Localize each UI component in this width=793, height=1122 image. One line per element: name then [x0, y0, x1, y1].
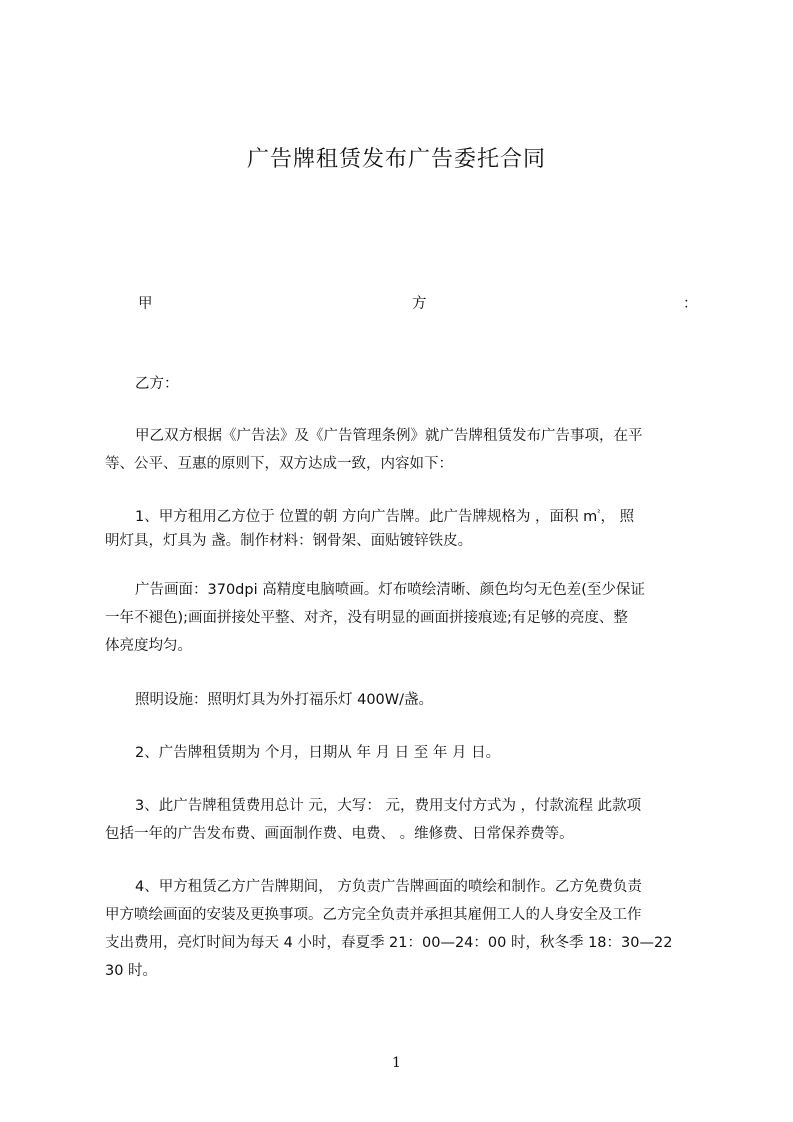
square-meter-superscript: ² — [597, 508, 601, 517]
clause-1-line-2: 明灯具，灯具为 盏。制作材料：钢骨架、面贴镀锌铁皮。 — [105, 533, 473, 549]
clause-3-line-2: 包括一年的广告发布费、画面制作费、电费、 。维修费、日常保养费等。 — [105, 826, 574, 842]
clause-4-paragraph — [105, 873, 705, 985]
party-b-line — [105, 370, 705, 398]
screen-paragraph — [105, 576, 705, 660]
clause-4-line-2: 甲方喷绘画面的安装及更换事项。乙方完全负责并承担其雇佣工人的人身安全及工作 — [105, 907, 642, 923]
party-a-label-part1: 甲 — [138, 296, 153, 312]
screen-line-2: 一年不褪色);画面拼接处平整、对齐，没有明显的画面拼接痕迹;有足够的亮度、整 — [105, 610, 628, 626]
screen-line-1: 广告画面：370dpi 高精度电脑喷画。灯布喷绘清晰、颜色均匀无色差(至少保证 — [135, 582, 645, 598]
intro-paragraph — [105, 422, 705, 478]
lighting-paragraph — [105, 686, 705, 714]
clause-1-line-1 — [105, 499, 705, 527]
clause-4-line-3: 支出费用，亮灯时间为每天 4 小时，春夏季 21：00—24：00 时，秋冬季 18：30—22 — [105, 935, 673, 951]
lighting-line: 照明设施：照明灯具为外打福乐灯 400W/盏。 — [135, 692, 434, 708]
clause-3-paragraph — [105, 792, 705, 848]
clause-4-line-4: 30 时。 — [105, 963, 158, 979]
party-a-line — [138, 292, 698, 312]
screen-line-3: 体亮度均匀。 — [105, 638, 192, 654]
clause-4-line-1: 4、甲方租赁乙方广告牌期间， 方负责广告牌画面的喷绘和制作。乙方免费负责 — [135, 879, 642, 895]
document-title: 广告牌租赁发布广告委托合同 — [246, 147, 546, 172]
clause-2-line: 2、广告牌租赁期为 个月，日期从 年 月 日 至 年 月 日。 — [135, 745, 501, 761]
clause-1-line-1-end: ， 照 — [600, 509, 635, 525]
intro-line-1: 甲乙双方根据《广告法》及《广告管理条例》就广告牌租赁发布广告事项，在平 — [135, 428, 643, 444]
clause-1-line-1-text: 1、甲方租用乙方位于 位置的朝 方向广告牌。此广告牌规格为 ，面积 m — [135, 509, 598, 525]
party-b-label: 乙方： — [135, 376, 179, 392]
clause-3-line-1: 3、此广告牌租赁费用总计 元，大写： 元，费用支付方式为 ，付款流程 此款项 — [135, 798, 642, 814]
page-number: 1 — [392, 1055, 401, 1071]
intro-line-2: 等、公平、互惠的原则下，双方达成一致，内容如下： — [105, 456, 453, 472]
clause-1-paragraph — [105, 499, 705, 555]
party-a-colon: ： — [683, 296, 698, 312]
clause-2-paragraph — [105, 739, 705, 767]
party-a-label-part2: 方 — [412, 296, 427, 312]
